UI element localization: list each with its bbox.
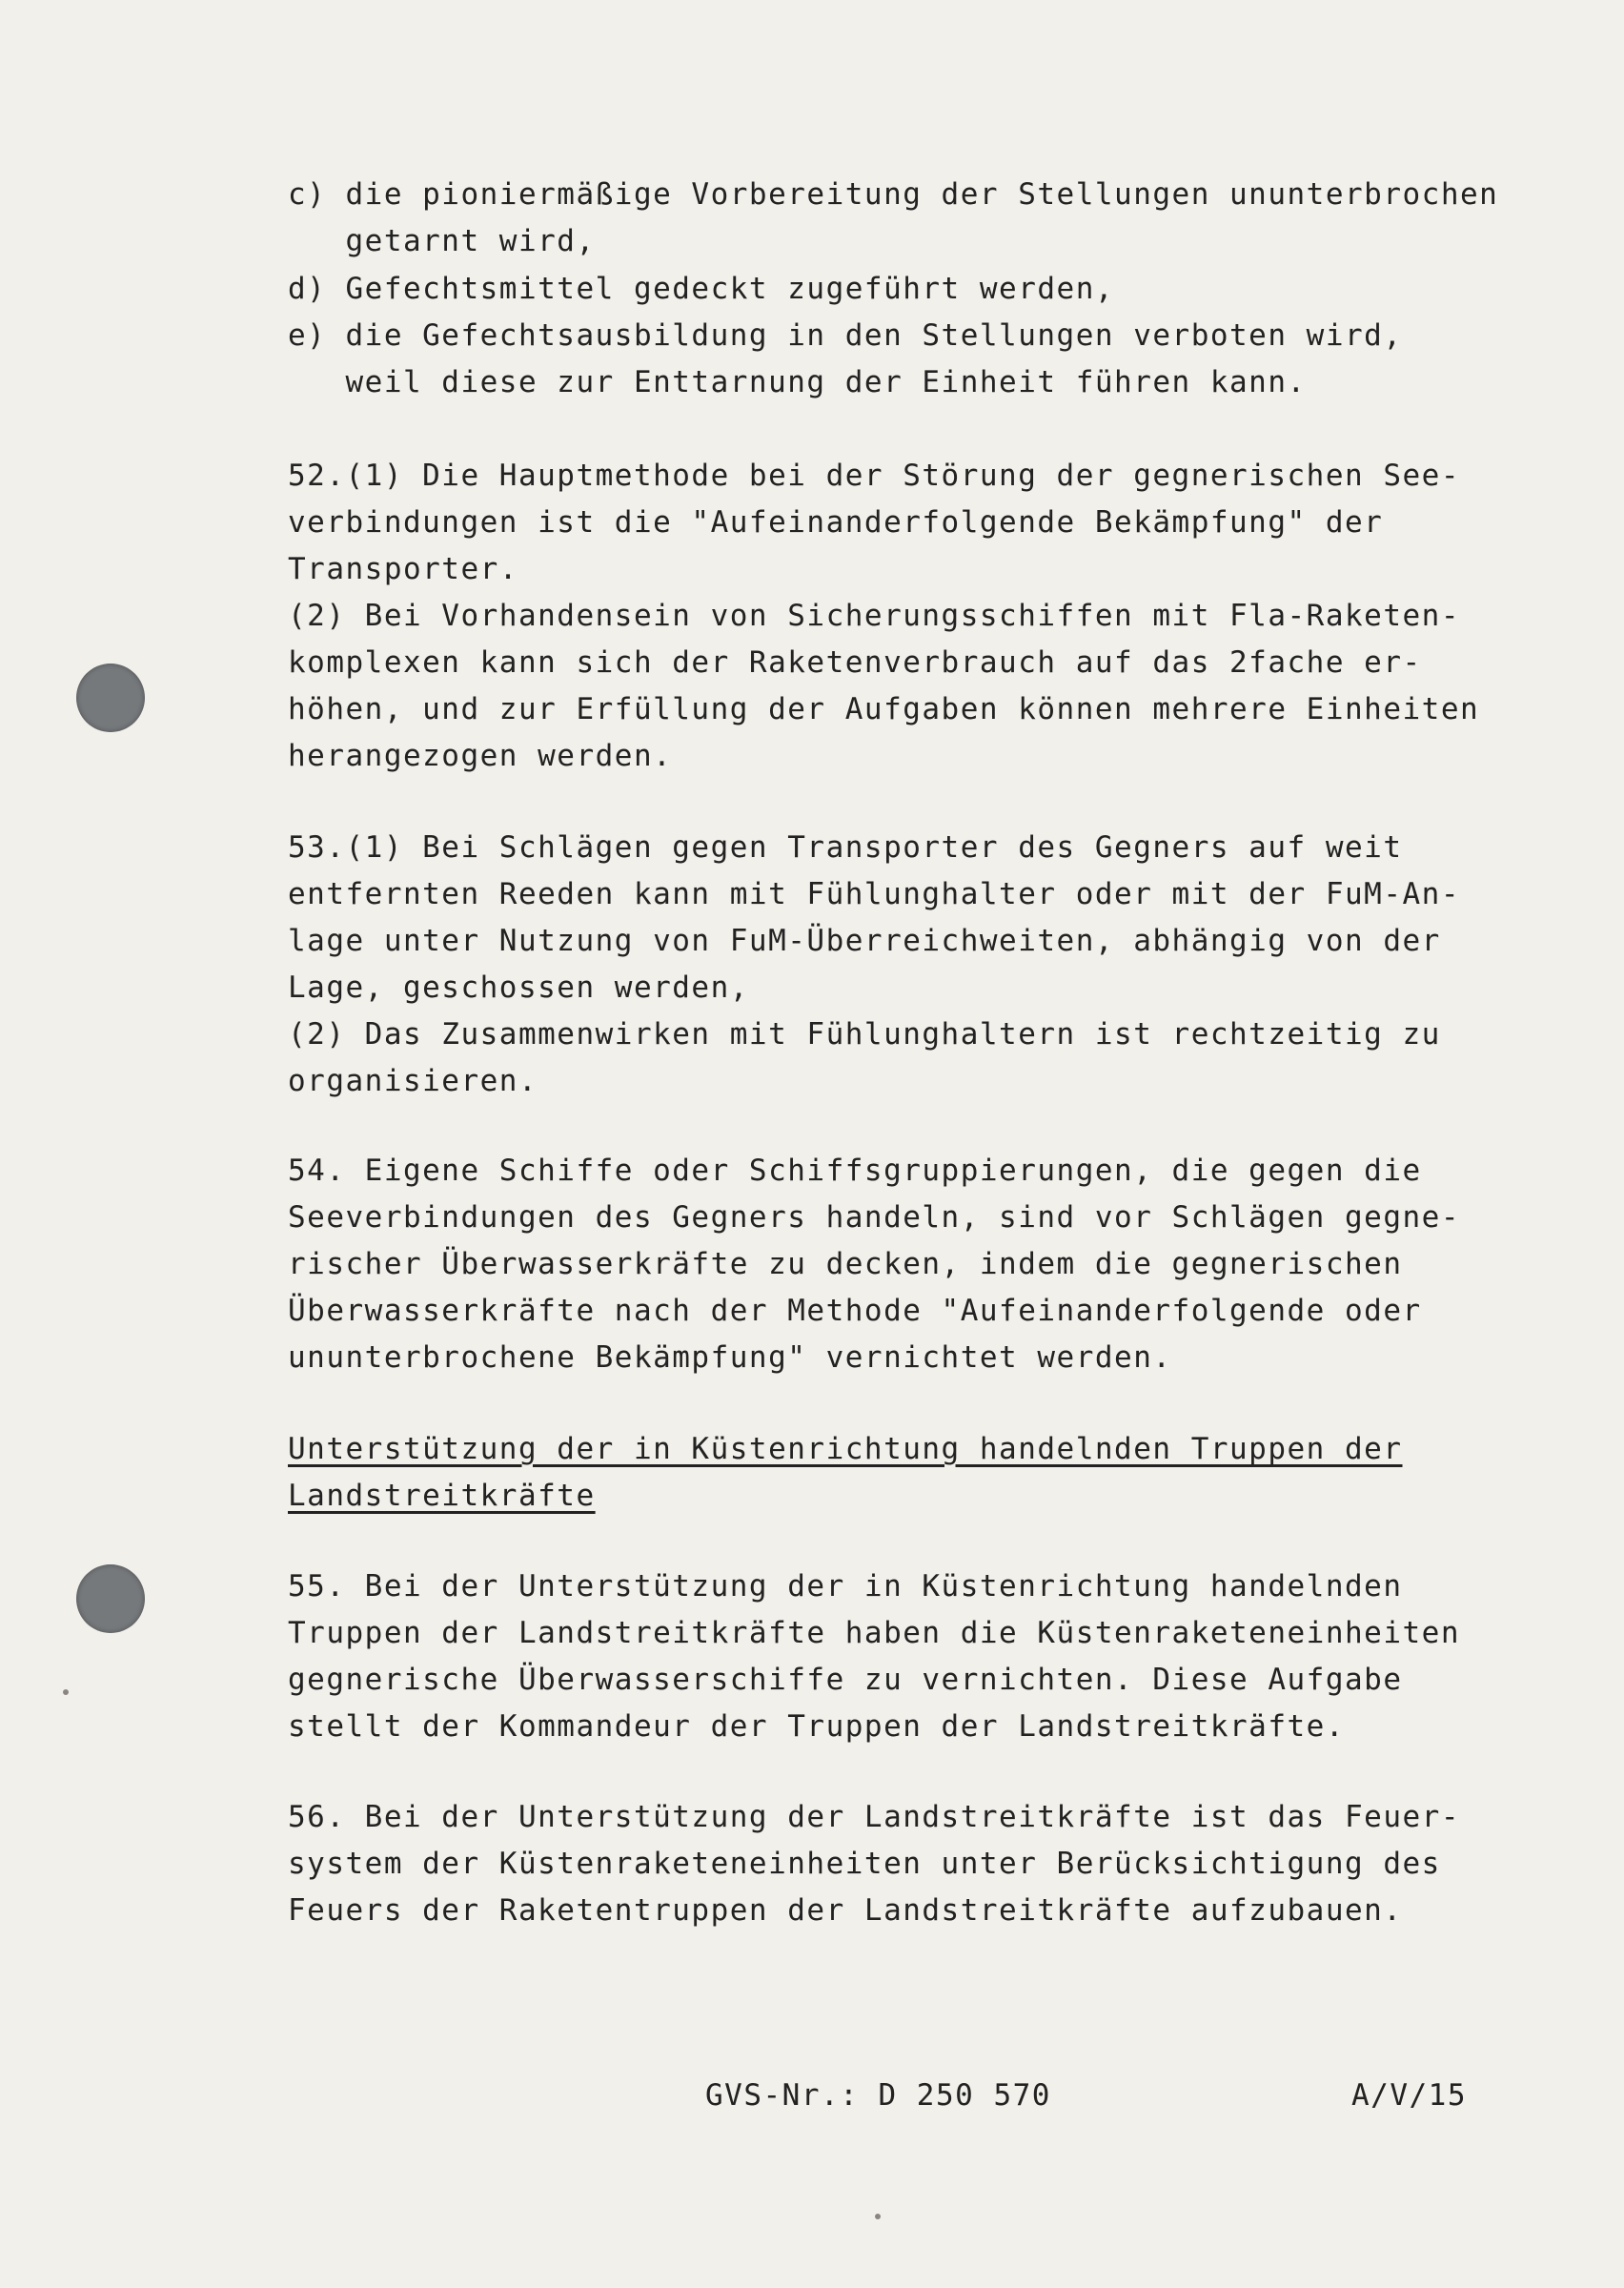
text-line: 53.(1) Bei Schlägen gegen Transporter des Gegners auf weit — [288, 830, 1403, 865]
punch-hole-bottom — [76, 1564, 145, 1633]
text-line: 52.(1) Die Hauptmethode bei der Störung der gegnerischen See- — [288, 459, 1460, 493]
text-line: höhen, und zur Erfüllung der Aufgaben können mehrere Einheiten — [288, 692, 1480, 726]
text-line: system der Küstenraketeneinheiten unter Berücksichtigung des — [288, 1847, 1441, 1881]
text-line: c) die pioniermäßige Vorbereitung der Stellungen ununterbrochen — [288, 177, 1499, 212]
page-reference: A/V/15 — [1351, 2078, 1467, 2113]
text-line: verbindungen ist die "Aufeinanderfolgende Bekämpfung" der — [288, 505, 1384, 540]
text-line: Überwasserkräfte nach der Methode "Aufeinanderfolgende oder — [288, 1294, 1422, 1328]
text-line: gegnerische Überwasserschiffe zu vernichten. Diese Aufgabe — [288, 1663, 1403, 1697]
text-line: Feuers der Raketentruppen der Landstreitkräfte aufzubauen. — [288, 1893, 1403, 1928]
text-line: organisieren. — [288, 1064, 538, 1098]
text-line: rischer Überwasserkräfte zu decken, indem die gegnerischen — [288, 1247, 1403, 1281]
text-line: 55. Bei der Unterstützung der in Küstenrichtung handelnden — [288, 1569, 1403, 1604]
text-line: Seeverbindungen des Gegners handeln, sind vor Schlägen gegne- — [288, 1200, 1460, 1235]
text-line: Transporter. — [288, 552, 518, 586]
document-number: GVS-Nr.: D 250 570 — [705, 2078, 1051, 2113]
text-line: Truppen der Landstreitkräfte haben die Küstenraketeneinheiten — [288, 1616, 1460, 1650]
punch-hole-top — [76, 664, 145, 732]
text-line: lage unter Nutzung von FuM-Überreichweiten, abhängig von der — [288, 924, 1441, 958]
text-line: (2) Bei Vorhandensein von Sicherungsschiffen mit Fla-Raketen- — [288, 599, 1460, 633]
text-line: ununterbrochene Bekämpfung" vernichtet werden. — [288, 1340, 1172, 1375]
text-line: 54. Eigene Schiffe oder Schiffsgruppierungen, die gegen die — [288, 1154, 1422, 1188]
text-line: Lage, geschossen werden, — [288, 970, 749, 1005]
text-line: komplexen kann sich der Raketenverbrauch auf das 2fache er- — [288, 645, 1422, 680]
text-line: d) Gefechtsmittel gedeckt zugeführt werden, — [288, 272, 1115, 306]
text-line: stellt der Kommandeur der Truppen der Landstreitkräfte. — [288, 1709, 1345, 1744]
text-line: herangezogen werden. — [288, 739, 673, 773]
text-line: 56. Bei der Unterstützung der Landstreitkräfte ist das Feuer- — [288, 1800, 1460, 1834]
text-line: entfernten Reeden kann mit Fühlunghalter oder mit der FuM-An- — [288, 877, 1460, 911]
text-line: getarnt wird, — [288, 224, 596, 258]
paper-speck — [875, 2214, 881, 2219]
paper-speck — [63, 1689, 69, 1695]
section-heading: Landstreitkräfte — [288, 1479, 596, 1513]
text-line: (2) Das Zusammenwirken mit Fühlunghaltern ist rechtzeitig zu — [288, 1017, 1441, 1052]
text-line: e) die Gefechtsausbildung in den Stellungen verboten wird, — [288, 318, 1403, 353]
section-heading: Unterstützung der in Küstenrichtung handelnden Truppen der — [288, 1432, 1403, 1466]
text-line: weil diese zur Enttarnung der Einheit führen kann. — [288, 365, 1307, 399]
